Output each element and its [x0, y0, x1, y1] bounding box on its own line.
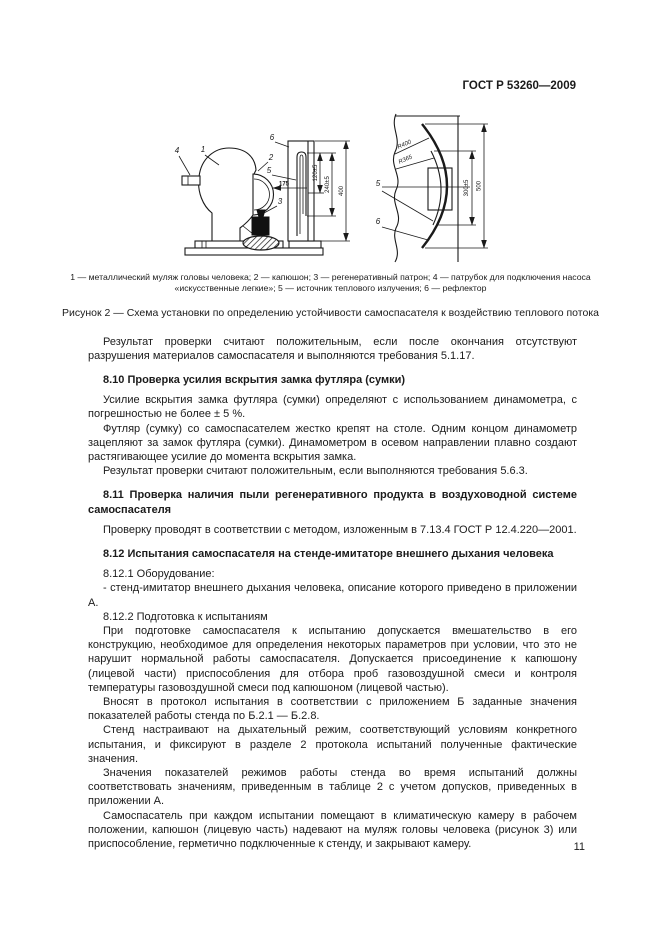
torn-edge: [393, 114, 398, 262]
regenerative-cartridge: [252, 217, 269, 235]
radius-r365-label: R365: [397, 154, 414, 166]
paragraph: Усилие вскрытия замка футляра (сумки) определяют с использованием динамометра, с погрешностью не более ± 5 %.: [88, 394, 577, 421]
section-heading-8-10: 8.10 Проверка усилия вскрытия замка футляра (сумки): [103, 373, 406, 386]
paragraph: - стенд-имитатор внешнего дыхания человека, описание которого приведено в приложении А.: [88, 582, 577, 609]
section-heading-8-11: 8.11 Проверка наличия пыли регенеративного продукта в воздуховодной системе самоспасателя: [88, 489, 577, 516]
paragraph: Значения показателей режимов работы стенда во время испытаний должны соответствовать значениям, приведенным в таблице 2 с учетом допусков, приведенных в приложении А.: [88, 767, 577, 808]
cartridge-neck: [257, 210, 265, 217]
callout-4: 4: [174, 146, 180, 155]
pump-port: [182, 176, 200, 185]
paragraph: При подготовке самоспасателя к испытанию допускается вмешательство в его конструкцию, необходимое для определения некоторых параметров при условии, что это не нарушит нормальной работы самоспасателя. Допускается присоединение к капюшону (лицевой части) приспособления для отбора проб газовоздушной смеси и контроля температуры газовоздушной смеси под капюшоном (лицевой частью).: [88, 625, 577, 694]
callout-1: 1: [200, 145, 206, 154]
paragraph: Результат проверки считают положительным, если после окончания отсутствуют разрушения материалов самоспасателя и выполняются требования 5.1.17.: [88, 335, 577, 362]
dim-120-label: 120±5: [313, 164, 319, 182]
paragraph: Стенд настраивают на дыхательный режим, соответствующий условиям конкретного испытания, и фиксируют в разделе 2 протокола испытаний полученные фактические значения.: [88, 724, 577, 765]
breathing-bag: [243, 236, 279, 250]
section-heading-8-12: 8.12 Испытания самоспасателя на стенде-имитаторе внешнего дыхания человека: [103, 548, 554, 560]
callout-5: 5: [266, 166, 272, 175]
side-view: [175, 133, 350, 255]
paragraph: Самоспасатель при каждом испытании помещают в климатическую камеру в рабочем положении, капюшон (лицевую часть) надевают на муляж головы человека (рисунок 3) или приспособление, герметично подключенные к стенду, и закрывают камеру.: [88, 809, 577, 851]
dim-400-label: 400: [339, 185, 345, 197]
paragraph: 8.12.2 Подготовка к испытаниям: [103, 610, 268, 623]
paragraph: 8.12.1 Оборудование:: [103, 568, 215, 581]
callout-5-front: 5: [375, 179, 381, 188]
paragraph: Вносят в протокол испытания в соответствии с приложением Б заданные значения показателей работы стенда по Б.2.1 — Б.2.8.: [88, 696, 577, 723]
dim-240-label: 240±5: [325, 176, 331, 193]
paragraph: Проверку проводят в соответствии с методом, изложенным в 7.13.4 ГОСТ Р 12.4.220—2001.: [103, 523, 577, 536]
callout-3: 3: [277, 197, 283, 206]
dim-175-label: 175: [278, 181, 290, 188]
page-number: 11: [573, 841, 585, 853]
paragraph: Результат проверки считают положительным, если выполняются требования 5.6.3.: [103, 465, 528, 478]
front-view: [376, 114, 488, 262]
callout-2: 2: [268, 153, 274, 162]
figure: [0, 110, 661, 268]
figure-legend: 1 — металлический муляж головы человека; 2 — капюшон; 3 — регенеративный патрон; 4 — патрубок для подключения насоса «искусственные легкие»; 5 — источник теплового излучения; 6 — рефлектор: [70, 272, 591, 293]
dim-500-label: 500: [476, 180, 483, 192]
hood-visor: [253, 174, 274, 215]
figure-diagram: [162, 110, 502, 268]
body-content: [0, 335, 661, 852]
dim-300-label: 300±5: [464, 179, 470, 197]
paragraph: Футляр (сумку) со самоспасателем жестко крепят на столе. Одним концом динамометр зацепляют за замок футляра (сумки). Динамометром в осевом направлении плавно создают растягивающее усилие до момента вскрытия замка.: [88, 422, 577, 463]
callout-6: 6: [269, 133, 275, 142]
panel-foot-slab: [289, 241, 321, 248]
radius-r400-label: R400: [396, 139, 413, 151]
doc-header: ГОСТ Р 53260—2009: [462, 80, 576, 92]
callout-6-front: 6: [375, 217, 381, 226]
figure-caption: Рисунок 2 — Схема установки по определению устойчивости самоспасателя к воздействию теплового потока: [62, 306, 599, 319]
heater-panel: [288, 141, 314, 241]
head-mannequin-outline: [199, 148, 256, 241]
